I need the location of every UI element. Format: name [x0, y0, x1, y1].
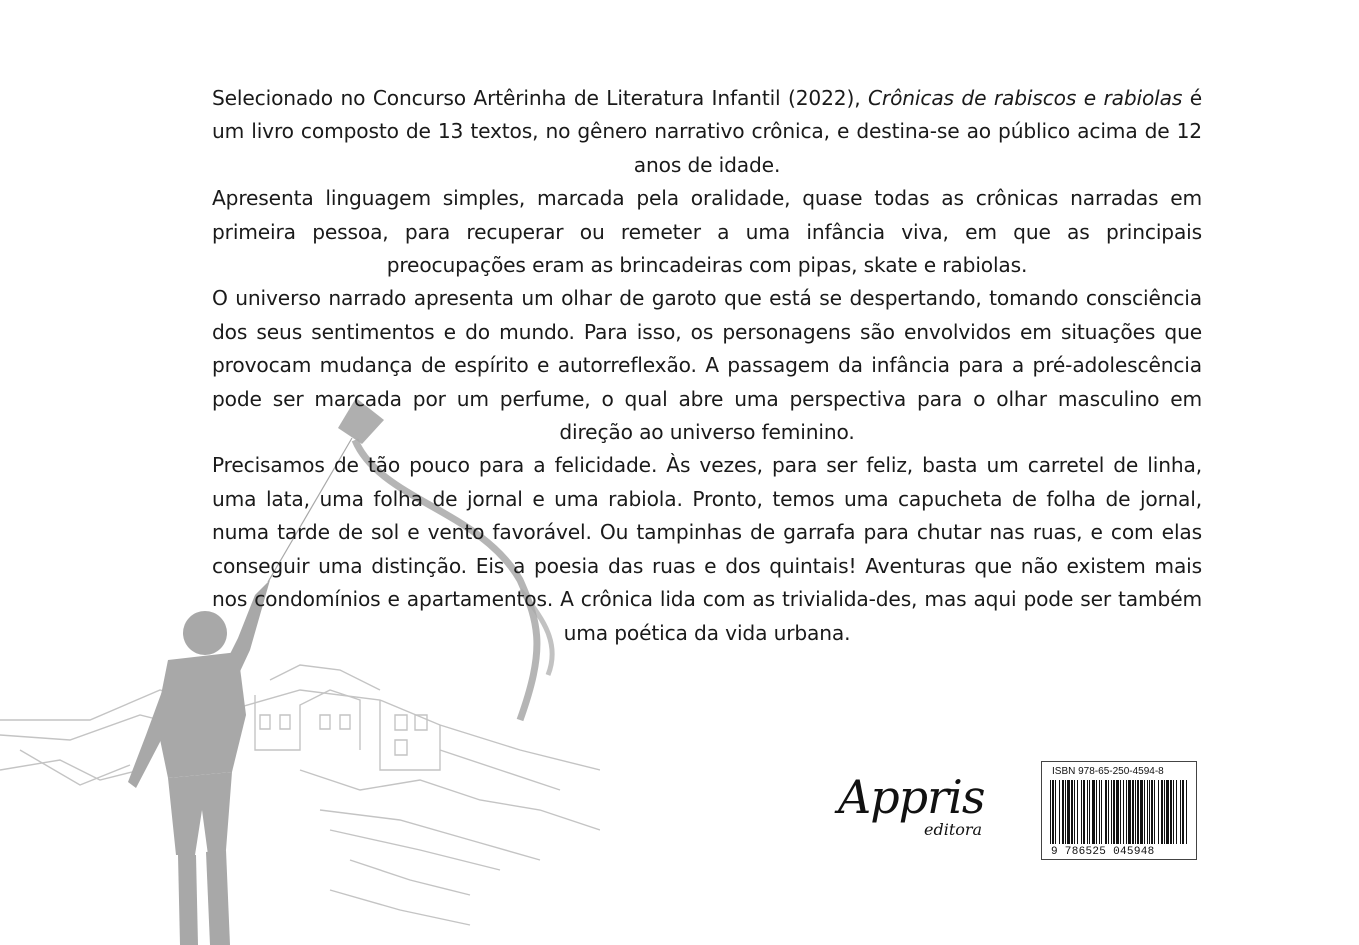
barcode-bar [1128, 780, 1131, 844]
barcode-bar [1083, 780, 1085, 844]
publisher-logo [832, 770, 1012, 850]
barcode-bar [1055, 780, 1056, 844]
barcode-bar [1111, 780, 1112, 844]
blurb-p1-rest: é um livro composto de 13 textos, no gênero narrativo crônica, e destina-se ao público acima de 12 anos de idade. [212, 86, 1202, 177]
barcode-bar [1123, 780, 1124, 844]
barcode-bar [1052, 780, 1054, 844]
barcode-bar [1062, 780, 1064, 844]
barcode-bar [1101, 780, 1102, 844]
barcode-bar [1077, 780, 1078, 844]
barcode-bar [1132, 780, 1134, 844]
barcode-bar [1161, 780, 1163, 844]
barcode-bar [1144, 780, 1145, 844]
barcode-bar [1170, 780, 1172, 844]
ean-number: 9 786525 045948 [1051, 846, 1155, 858]
publisher-name: Appris [838, 770, 985, 824]
barcode-bar [1173, 780, 1174, 844]
barcode-bar [1154, 780, 1155, 844]
barcode-bar [1182, 780, 1184, 844]
barcode-bar [1113, 780, 1115, 844]
barcode-bar [1065, 780, 1066, 844]
barcode-bar [1105, 780, 1107, 844]
cityscape-sketch [0, 665, 600, 925]
barcode-bar [1071, 780, 1073, 844]
barcode-bar [1151, 780, 1153, 844]
blurb-paragraph-2: Apresenta linguagem simples, marcada pela oralidade, quase todas as crônicas narradas em primeira pessoa, para recuperar ou remeter a uma infância viva, em que as principais preocupações eram as brincadeiras com pipas, skate e rabiolas. [212, 186, 1202, 278]
book-title: Crônicas de rabiscos e rabiolas [867, 86, 1183, 110]
barcode-bar [1089, 780, 1090, 844]
barcode-bar [1059, 780, 1060, 844]
blurb-paragraph-3: O universo narrado apresenta um olhar de garoto que está se despertando, tomando consciência dos seus sentimentos e do mundo. Para isso, os personagens são envolvidos em situações que provocam mudança de espírito e autorreflexão. A passagem da infância para a pré-adolescência pode ser marcada por um perfume, o qual abre uma perspectiva para o olhar masculino em direção ao universo feminino. [212, 286, 1202, 445]
barcode-bar [1149, 780, 1150, 844]
barcode-bar [1116, 780, 1119, 844]
back-cover-blurb [212, 82, 1202, 650]
barcode-bar [1176, 780, 1177, 844]
barcode-bar [1087, 780, 1088, 844]
barcode-bar [1092, 780, 1095, 844]
barcode-bar [1147, 780, 1148, 844]
barcode-bar [1099, 780, 1100, 844]
blurb-paragraph-1 [212, 82, 1202, 182]
barcode-bar [1186, 780, 1187, 844]
barcode-bar [1140, 780, 1143, 844]
barcode-bar [1126, 780, 1127, 844]
isbn-barcode [1041, 761, 1197, 860]
barcode-bar [1074, 780, 1075, 844]
barcode-bar [1096, 780, 1097, 844]
barcode-bar [1166, 780, 1169, 844]
barcode-bar [1158, 780, 1159, 844]
barcode-bar [1081, 780, 1082, 844]
barcode-bars [1048, 780, 1192, 846]
barcode-bar [1120, 780, 1121, 844]
barcode-bar [1164, 780, 1165, 844]
isbn-label: ISBN 978-65-250-4594-8 [1052, 766, 1164, 777]
blurb-paragraph-4: Precisamos de tão pouco para a felicidade. Às vezes, para ser feliz, basta um carretel de linha, uma lata, uma folha de jornal e uma rabiola. Pronto, temos uma capucheta de folha de jornal, numa tarde de sol e vento favorável. Ou tampinhas de garrafa para chutar nas ruas, e com elas conseguir uma distinção. Eis a poesia das ruas e dos quintais! Aventuras que não existem mais nos condomínios e apartamentos. A crônica lida com as trivialida-des, mas aqui pode ser também uma poética da vida urbana. [212, 453, 1202, 645]
blurb-p1-intro: Selecionado no Concurso Artêrinha de Literatura Infantil (2022), [212, 86, 868, 110]
barcode-bar [1050, 780, 1051, 844]
barcode-bar [1135, 780, 1136, 844]
barcode-bar [1067, 780, 1070, 844]
barcode-bar [1180, 780, 1181, 844]
publisher-subtitle: editora [924, 820, 983, 839]
barcode-bar [1108, 780, 1109, 844]
barcode-bar [1137, 780, 1139, 844]
